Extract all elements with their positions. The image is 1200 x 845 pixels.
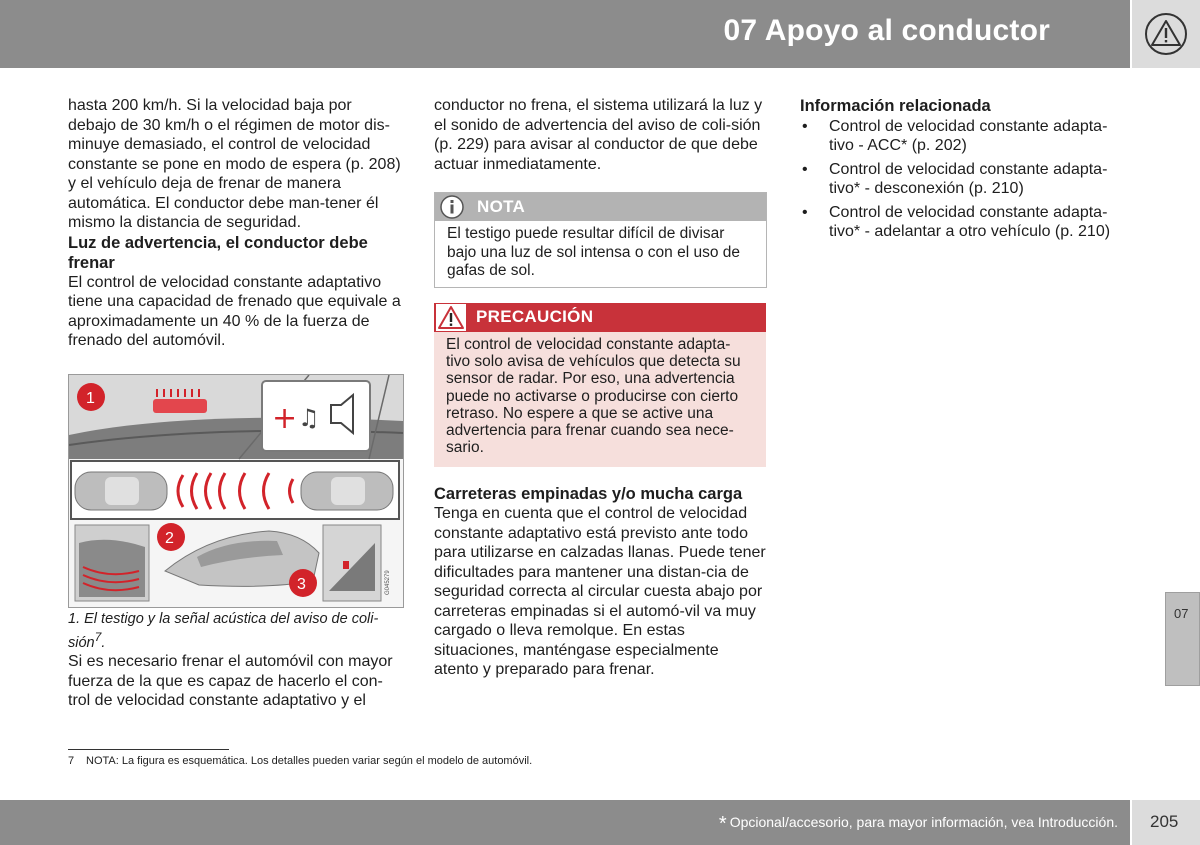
caution-box bbox=[434, 303, 766, 467]
chapter-tab-label: 07 bbox=[1174, 606, 1189, 621]
page-number: 205 bbox=[1150, 812, 1179, 831]
svg-text:+: + bbox=[272, 401, 298, 436]
chapter-side-tab[interactable] bbox=[1165, 592, 1200, 686]
info-icon bbox=[439, 194, 465, 220]
column-middle bbox=[434, 96, 766, 174]
body-paragraph: Tenga en cuenta que el control de velocidad constante adaptativo está previsto ante todo para utilizarse en calzadas llanas. Puede tener dificultades para mantener una distan-cia de seguridad correcta al circular cuesta abajo por carreteras empinadas si el automó-vil va muy cargado o lleva remolque. En estas situaciones, manténgase especialmente atento y preparado para frenar. bbox=[434, 505, 766, 678]
body-paragraph: El control de velocidad constante adaptativo tiene una capacidad de frenado que equivale a aproximadamente un 40 % de la fuerza de frenado del automóvil. bbox=[68, 273, 401, 349]
svg-text:♫: ♫ bbox=[298, 404, 320, 432]
caution-header bbox=[434, 303, 766, 332]
related-link[interactable]: • Control de velocidad constante adapta-tivo* - adelantar a otro vehículo (p. 210) bbox=[802, 203, 1111, 240]
chapter-title: 07 Apoyo al conductor bbox=[723, 14, 1050, 47]
note-text: El testigo puede resultar difícil de divisar bajo una luz de sol intensa o con el uso de gafas de sol. bbox=[447, 225, 740, 279]
warning-triangle-icon bbox=[1144, 12, 1188, 56]
footnote-text: NOTA: La figura es esquemática. Los detalles pueden variar según el modelo de automóvil. bbox=[86, 755, 533, 767]
footnote-divider bbox=[68, 749, 229, 750]
footnote-number: 7 bbox=[68, 755, 75, 767]
chapter-header-bar bbox=[0, 0, 1130, 68]
svg-text:2: 2 bbox=[165, 530, 174, 547]
related-link[interactable]: • Control de velocidad constante adapta-tivo* - desconexión (p. 210) bbox=[802, 160, 1108, 197]
column-right bbox=[800, 97, 1130, 246]
section-heading: Luz de advertencia, el conductor debe frenar bbox=[68, 233, 368, 272]
figure-code: G045279 bbox=[385, 570, 391, 595]
caution-text: El control de velocidad constante adapta-tivo solo avisa de vehículos que detecta su sensor de radar. Por eso, una advertencia puede no activarse o producirse con cierto retraso. No espere a que se active una advertencia para frenar cuando sea nece-sario. bbox=[446, 336, 741, 457]
svg-text:1: 1 bbox=[86, 390, 95, 407]
section-heading: Carreteras empinadas y/o mucha carga bbox=[434, 485, 743, 503]
body-paragraph: Si es necesario frenar el automóvil con mayor fuerza de la que es capaz de hacerlo el con-trol de velocidad constante adaptativo y el bbox=[68, 653, 393, 709]
footnote bbox=[68, 755, 532, 767]
section-steep-roads bbox=[434, 484, 766, 680]
warning-triangle-icon bbox=[436, 304, 466, 331]
svg-text:3: 3 bbox=[297, 576, 306, 593]
note-label: NOTA bbox=[477, 197, 526, 216]
related-info-title: Información relacionada bbox=[800, 97, 991, 115]
body-paragraph: hasta 200 km/h. Si la velocidad baja por debajo de 30 km/h o el régimen de motor dis-minuye demasiado, el control de velocidad constante se pone en modo de espera (p. 208) y el vehículo deja de frenar de manera automática. El conductor debe man-tener él mismo la distancia de seguridad. bbox=[68, 97, 401, 231]
figure-caption: 1. El testigo y la señal acústica del aviso de coli-sión$^7$. bbox=[68, 611, 379, 651]
related-link[interactable]: • Control de velocidad constante adapta-tivo - ACC* (p. 202) bbox=[802, 117, 1108, 154]
note-header bbox=[435, 193, 766, 221]
column-left bbox=[68, 96, 403, 351]
page-number-box bbox=[1132, 800, 1200, 845]
caution-label: PRECAUCIÓN bbox=[476, 307, 594, 326]
body-paragraph: conductor no frena, el sistema utilizará la luz y el sonido de advertencia del aviso de coli-sión (p. 229) para avisar al conductor de que debe actuar inmediatamente. bbox=[434, 97, 763, 173]
collision-warning-figure bbox=[68, 374, 404, 608]
chapter-icon-box bbox=[1132, 0, 1200, 68]
figure-illustration bbox=[69, 375, 403, 607]
footer-note: * Opcional/accesorio, para mayor información, vea Introducción. bbox=[718, 813, 1118, 835]
note-box bbox=[434, 192, 767, 288]
footer-bar bbox=[0, 800, 1130, 845]
